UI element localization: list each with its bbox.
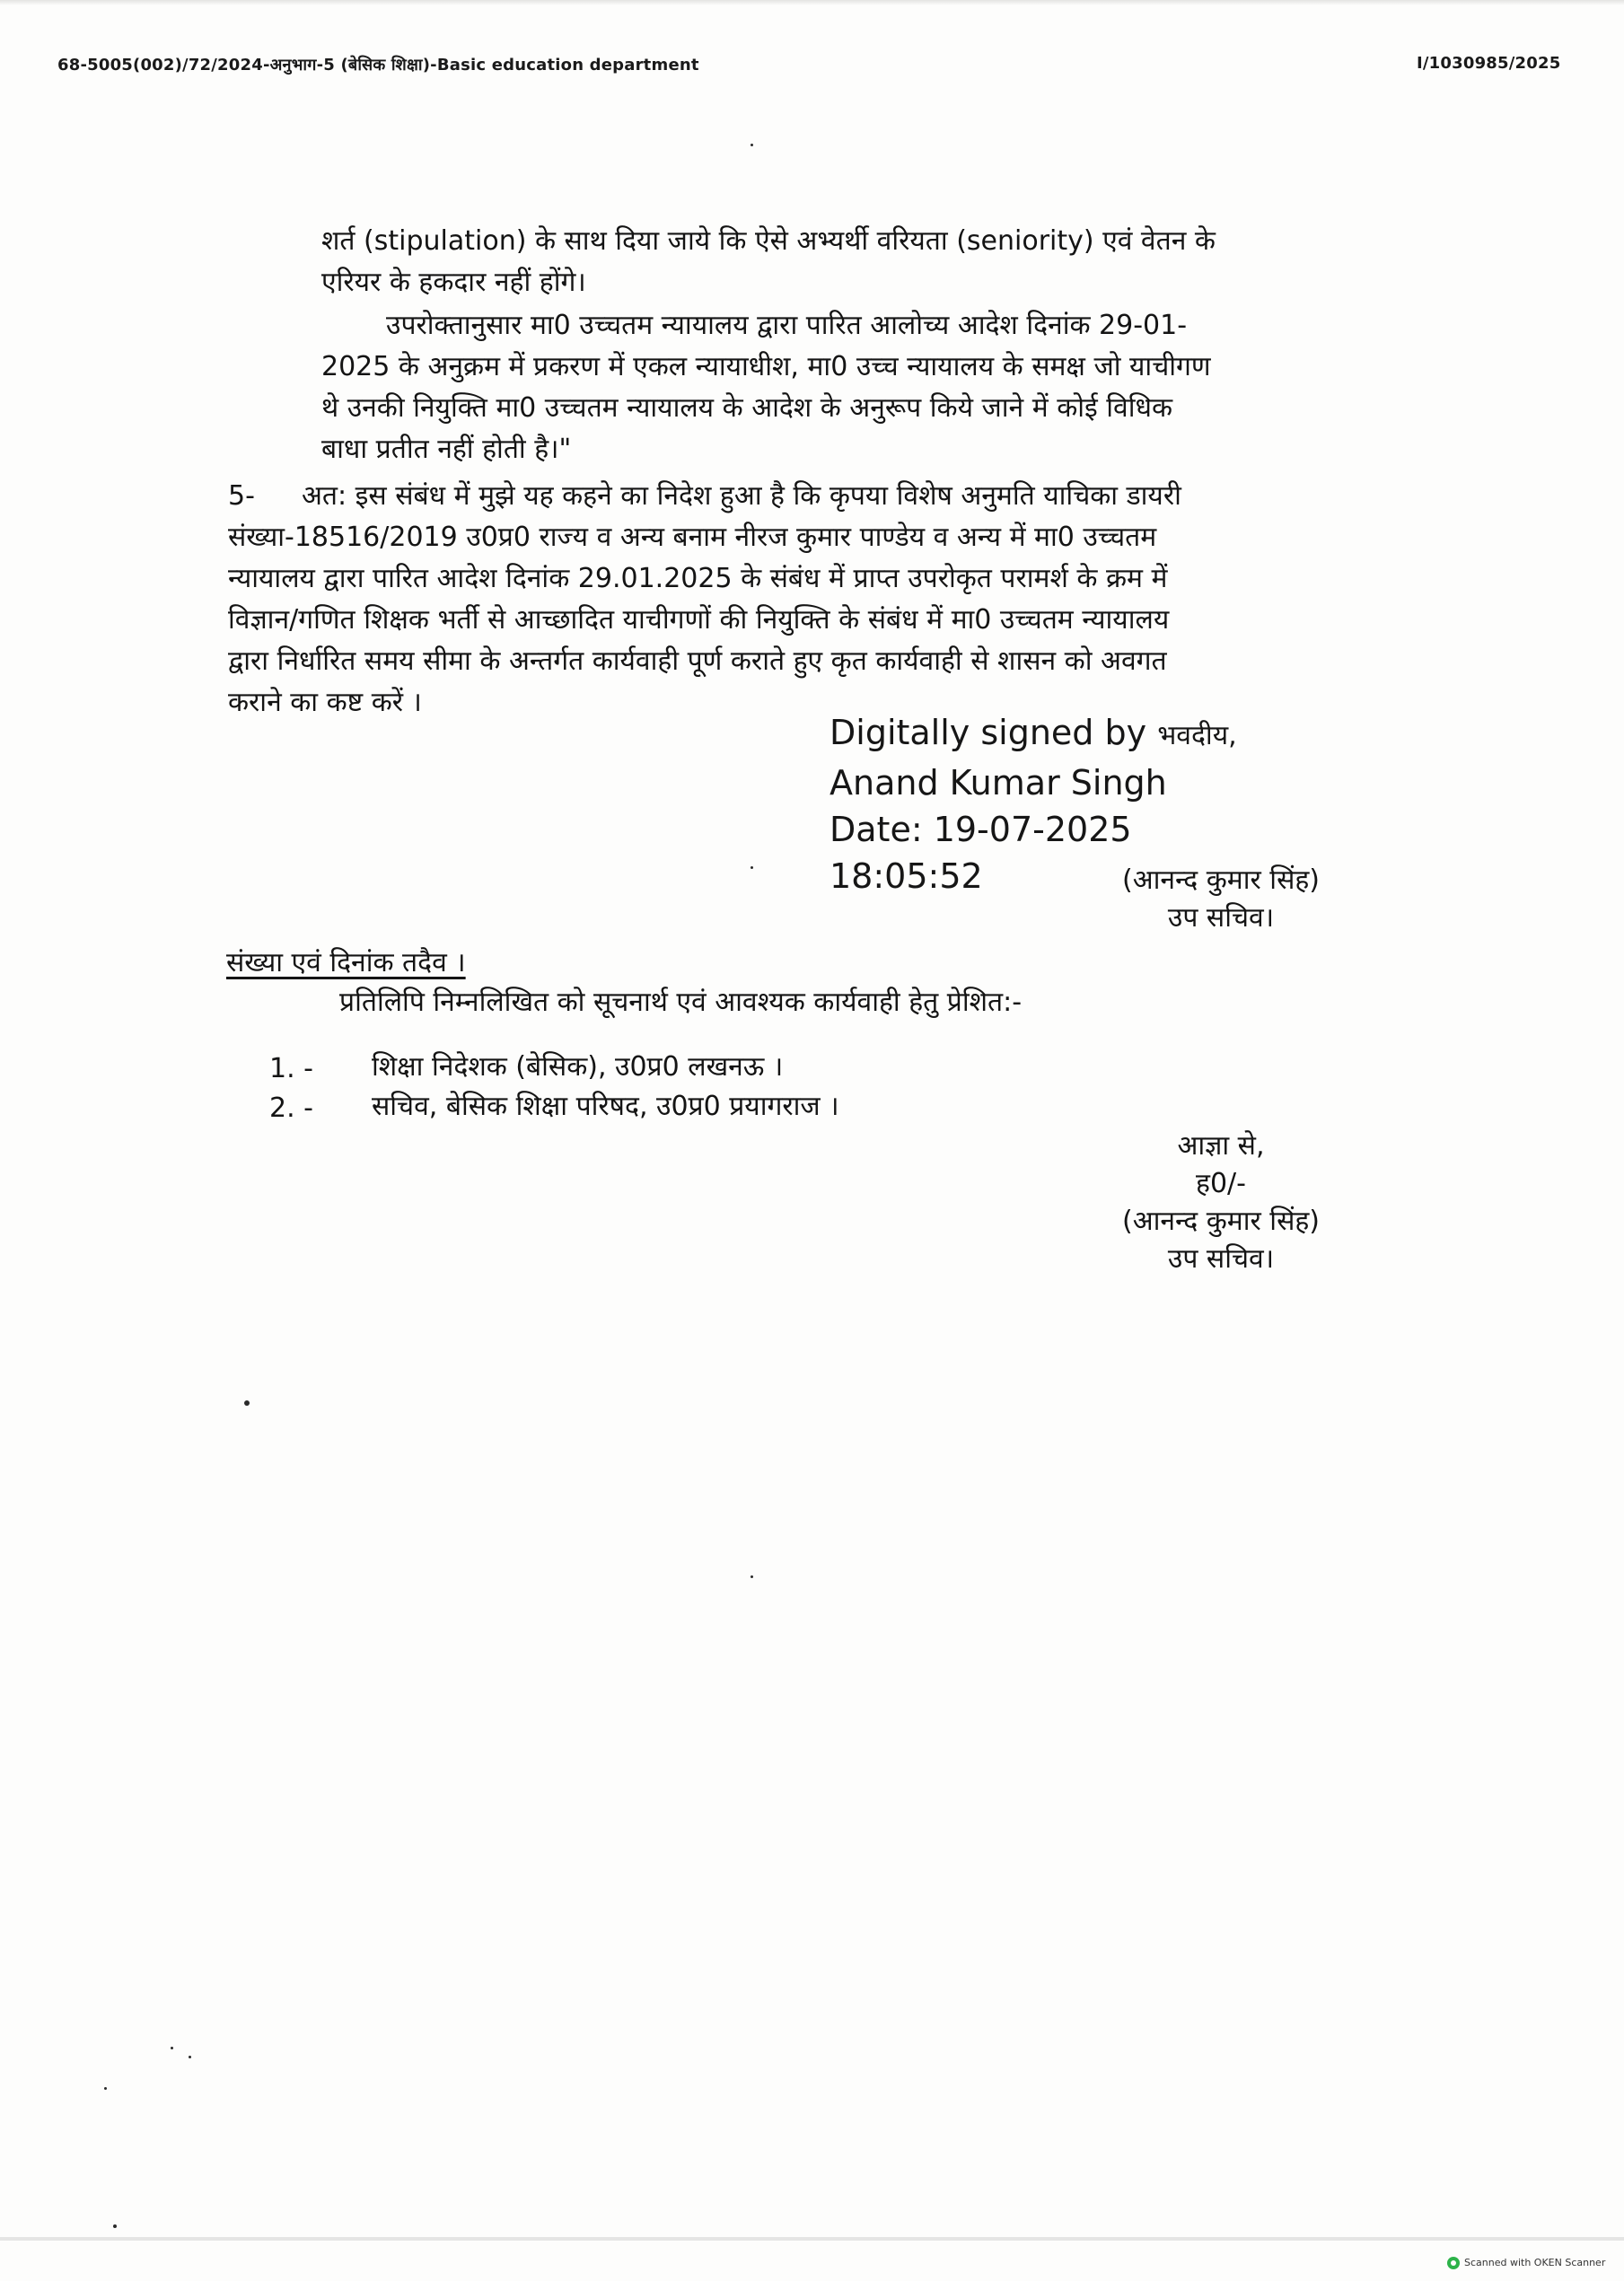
signatory-block bbox=[1095, 862, 1347, 937]
text-line: अत: इस संबंध में मुझे यह कहने का निदेश हुआ है कि कृपया विशेष अनुमति याचिका डायरी bbox=[302, 480, 1181, 512]
text-line: कराने का कष्ट करें । bbox=[228, 687, 422, 718]
bhavdiya-text: भवदीय, bbox=[1157, 720, 1237, 751]
signed-mark: ह0/- bbox=[1196, 1168, 1246, 1199]
copy-intro: प्रतिलिपि निम्नलिखित को सूचनार्थ एवं आवश्यक कार्यवाही हेतु प्रेशित:- bbox=[339, 987, 1023, 1018]
copy-item-number: 2. - bbox=[269, 1092, 313, 1124]
paragraph-advice bbox=[321, 347, 1381, 470]
text-line: थे उनकी नियुक्ति मा0 उच्चतम न्यायालय के आदेश के अनुरूप किये जाने में कोई विधिक bbox=[321, 392, 1172, 424]
text-line: एरियर के हकदार नहीं होंगे। bbox=[321, 267, 586, 298]
scan-speck bbox=[171, 2047, 173, 2049]
digitally-signed-label: Digitally signed by bbox=[830, 713, 1147, 752]
scan-speck bbox=[113, 2224, 117, 2228]
signature-date: Date: 19-07-2025 bbox=[830, 810, 1132, 849]
scan-speck bbox=[104, 2087, 107, 2090]
text-line: शर्त (stipulation) के साथ दिया जाये कि ऐसे अभ्यर्थी वरियता (seniority) एवं वेतन के bbox=[321, 225, 1216, 257]
scanner-watermark bbox=[1447, 2257, 1605, 2269]
paragraph-number: 5- bbox=[228, 480, 255, 512]
paragraph-direction bbox=[228, 517, 1381, 724]
copy-item-text: सचिव, बेसिक शिक्षा परिषद, उ0प्र0 प्रयागराज । bbox=[372, 1091, 839, 1122]
signatory-hindi-name: (आनन्द कुमार सिंह) bbox=[1122, 864, 1320, 896]
scanner-logo-icon bbox=[1447, 2257, 1460, 2269]
signer-name: Anand Kumar Singh bbox=[830, 763, 1167, 803]
closing-name: (आनन्द कुमार सिंह) bbox=[1122, 1206, 1320, 1237]
scanner-watermark-text: Scanned with OKEN Scanner bbox=[1464, 2257, 1606, 2268]
text-line: बाधा प्रतीत नहीं होती है।" bbox=[321, 434, 572, 465]
scan-top-edge bbox=[0, 0, 1624, 5]
scan-speck bbox=[751, 1575, 753, 1578]
header-receipt-number: I/1030985/2025 bbox=[1417, 54, 1561, 73]
scan-speck bbox=[751, 144, 753, 146]
text-line: द्वारा निर्धारित समय सीमा के अन्तर्गत कार्यवाही पूर्ण कराते हुए कृत कार्यवाही से शासन को अवगत bbox=[228, 645, 1167, 677]
closing-designation: उप सचिव। bbox=[1167, 1243, 1275, 1275]
text-line: संख्या-18516/2019 उ0प्र0 राज्य व अन्य बनाम नीरज कुमार पाण्डेय व अन्य में मा0 उच्चतम bbox=[228, 522, 1157, 553]
header-file-number: 68-5005(002)/72/2024-अनुभाग-5 (बेसिक शिक्षा)-Basic education department bbox=[57, 56, 699, 75]
closing-block bbox=[1095, 1127, 1347, 1278]
by-order-text: आज्ञा से, bbox=[1177, 1130, 1265, 1162]
signatory-designation: उप सचिव। bbox=[1167, 902, 1275, 934]
scan-speck bbox=[189, 2056, 191, 2058]
copy-item-number: 1. - bbox=[269, 1053, 313, 1084]
scan-speck bbox=[244, 1400, 250, 1406]
text-line: उपरोक्तानुसार मा0 उच्चतम न्यायालय द्वारा पारित आलोच्य आदेश दिनांक 29-01- bbox=[386, 310, 1188, 341]
scan-speck bbox=[751, 866, 753, 869]
text-line: न्यायालय द्वारा पारित आदेश दिनांक 29.01.2025 के संबंध में प्राप्त उपरोकृत परामर्श के क्रम में bbox=[228, 563, 1168, 594]
paragraph-stipulation bbox=[321, 221, 1381, 303]
scan-bottom-edge bbox=[0, 2237, 1624, 2241]
copy-heading: संख्या एवं दिनांक तदैव । bbox=[226, 947, 466, 978]
text-line: 2025 के अनुक्रम में प्रकरण में एकल न्यायाधीश, मा0 उच्च न्यायालय के समक्ष जो याचीगण bbox=[321, 351, 1211, 382]
text-line: विज्ञान/गणित शिक्षक भर्ती से आच्छादित याचीगणों की नियुक्ति के संबंध में मा0 उच्चतम न्यायालय bbox=[228, 604, 1170, 636]
copy-item-text: शिक्षा निदेशक (बेसिक), उ0प्र0 लखनऊ । bbox=[372, 1051, 784, 1083]
signature-time: 18:05:52 bbox=[830, 856, 983, 896]
